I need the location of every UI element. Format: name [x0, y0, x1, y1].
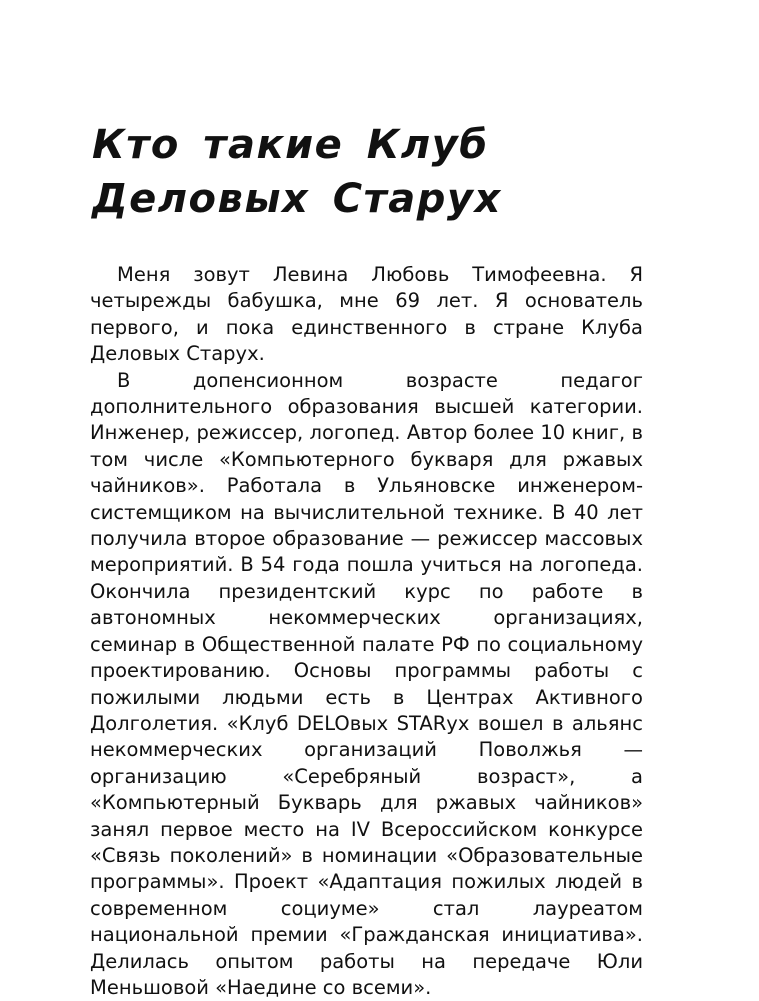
- body-text: [90, 262, 643, 1001]
- chapter-title-line-1: Кто такие Клуб: [92, 122, 489, 168]
- paragraph-intro: Меня зовут Левина Любовь Тимофеевна. Я четырежды бабушка, мне 69 лет. Я основатель первого, и пока единственного в стране Клуба Деловых Старух.: [90, 263, 643, 366]
- paragraph-biography: В допенсионном возрасте педагог дополнительного образования высшей категории. Инженер, режиссер, логопед. Автор более 10 книг, в том числе «Компьютерного букваря для ржавых чайников». Работала в Ульяновске инженером-системщиком на вычислительной технике. В 40 лет получила второе образование — режиссер массовых мероприятий. В 54 года пошла учиться на логопеда. Окончила президентский курс по работе в автономных некоммерческих организациях, семинар в Общественной палате РФ по социальному проектированию. Основы программы работы с пожилыми людьми есть в Центрах Активного Долголетия. «Клуб DELOвых STARух вошел в альянс некоммерческих организаций Поволжья — организацию «Серебряный возраст», а «Компьютерный Букварь для ржавых чайников» занял первое место на IV Всероссийском конкурсе «Связь поколений» в номинации «Образовательные программы». Проект «Адаптация пожилых людей в современном социуме» стал лауреатом национальной премии «Гражданская инициатива». Делилась опытом работы на передаче Юли Меньшовой «Наедине со всеми».: [90, 368, 643, 999]
- chapter-title: [92, 118, 652, 226]
- chapter-title-line-2: Деловых Старух: [92, 176, 502, 222]
